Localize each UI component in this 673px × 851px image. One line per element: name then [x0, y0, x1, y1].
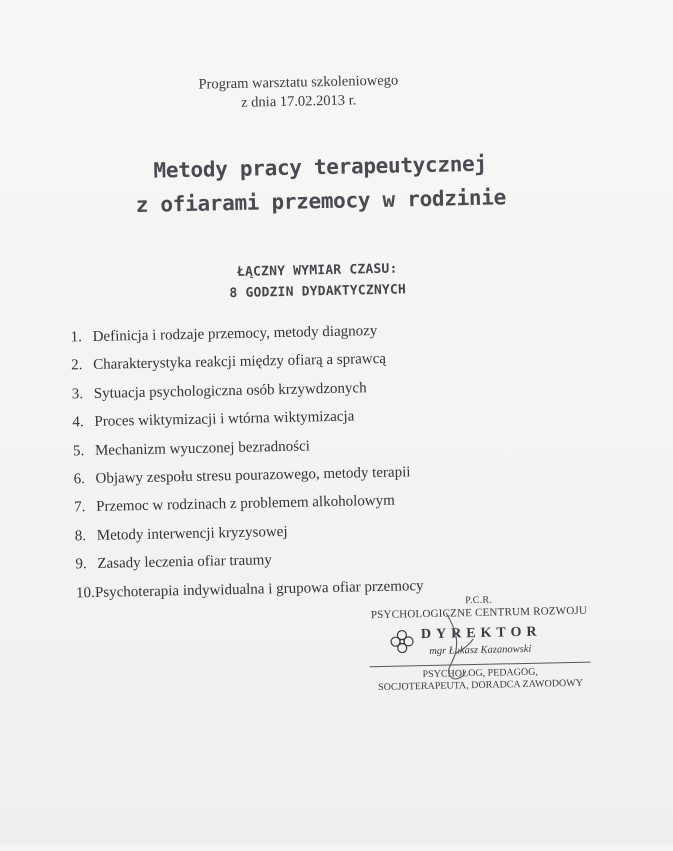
- item-text: Przemoc w rodzinach z problemem alkoholowym: [96, 493, 395, 516]
- item-number: 2.: [71, 357, 83, 374]
- item-text: Charakterystyka reakcji między ofiarą a sprawcą: [93, 351, 387, 374]
- stamp-organization: PSYCHOLOGICZNE CENTRUM ROZWOJU: [370, 604, 588, 622]
- item-number: 6.: [73, 471, 86, 488]
- program-header: [158, 71, 439, 115]
- stamp-profession-2: SOCJOTERAPEUTA, DORADCA ZAWODOWY: [378, 677, 583, 694]
- title-line-2: z ofiarami przemocy w rodzinie: [135, 185, 507, 218]
- item-number: 3.: [71, 385, 84, 403]
- item-number: 1.: [70, 329, 83, 346]
- time-line-1: ŁĄCZNY WYMIAR CZASU:: [236, 261, 398, 280]
- item-text: Definicja i rodzaje przemocy, metody diagnozy: [92, 322, 378, 345]
- item-text: Psychoterapia indywidualna i grupowa ofiar przemocy: [94, 577, 424, 601]
- item-number: 4.: [72, 414, 84, 431]
- item-text: Sytuacja psychologiczna osób krzywdzonych: [93, 380, 367, 402]
- handwritten-signature: [424, 609, 486, 690]
- item-number: 8.: [74, 527, 87, 545]
- document-title: [85, 145, 556, 223]
- item-text: Objawy zespołu stresu pourazowego, metody terapii: [95, 464, 411, 487]
- flower-logo-icon: [389, 628, 416, 655]
- item-text: Metody interwencji kryzysowej: [96, 523, 288, 544]
- stamp-profession-1: PSYCHOLOG, PEDAGOG,: [422, 666, 539, 681]
- time-total: [167, 257, 468, 305]
- stamp-person: mgr Łukasz Kazanowski: [429, 643, 532, 657]
- item-text: Proces wiktymizacji i wtórna wiktymizacja: [94, 408, 355, 431]
- header-line-1: Program warsztatu szkoleniowego: [198, 72, 399, 93]
- stamp-role: DYREKTOR: [420, 624, 542, 643]
- item-number: 7.: [74, 499, 86, 516]
- stamp-abbreviation: P.C.R.: [465, 594, 493, 607]
- item-number: 9.: [75, 556, 87, 573]
- header-line-2: z dnia 17.02.2013 r.: [240, 92, 357, 111]
- topic-list: [70, 319, 496, 612]
- item-text: Zasady leczenia ofiar traumy: [97, 552, 273, 573]
- title-line-1: Metody pracy terapeutycznej: [153, 151, 487, 183]
- item-text: Mechanizm wyuczonej bezradności: [94, 437, 311, 459]
- item-number: 10.: [75, 584, 95, 601]
- time-line-2: 8 GODZIN DYDAKTYCZNYCH: [229, 282, 407, 302]
- item-number: 5.: [72, 442, 85, 459]
